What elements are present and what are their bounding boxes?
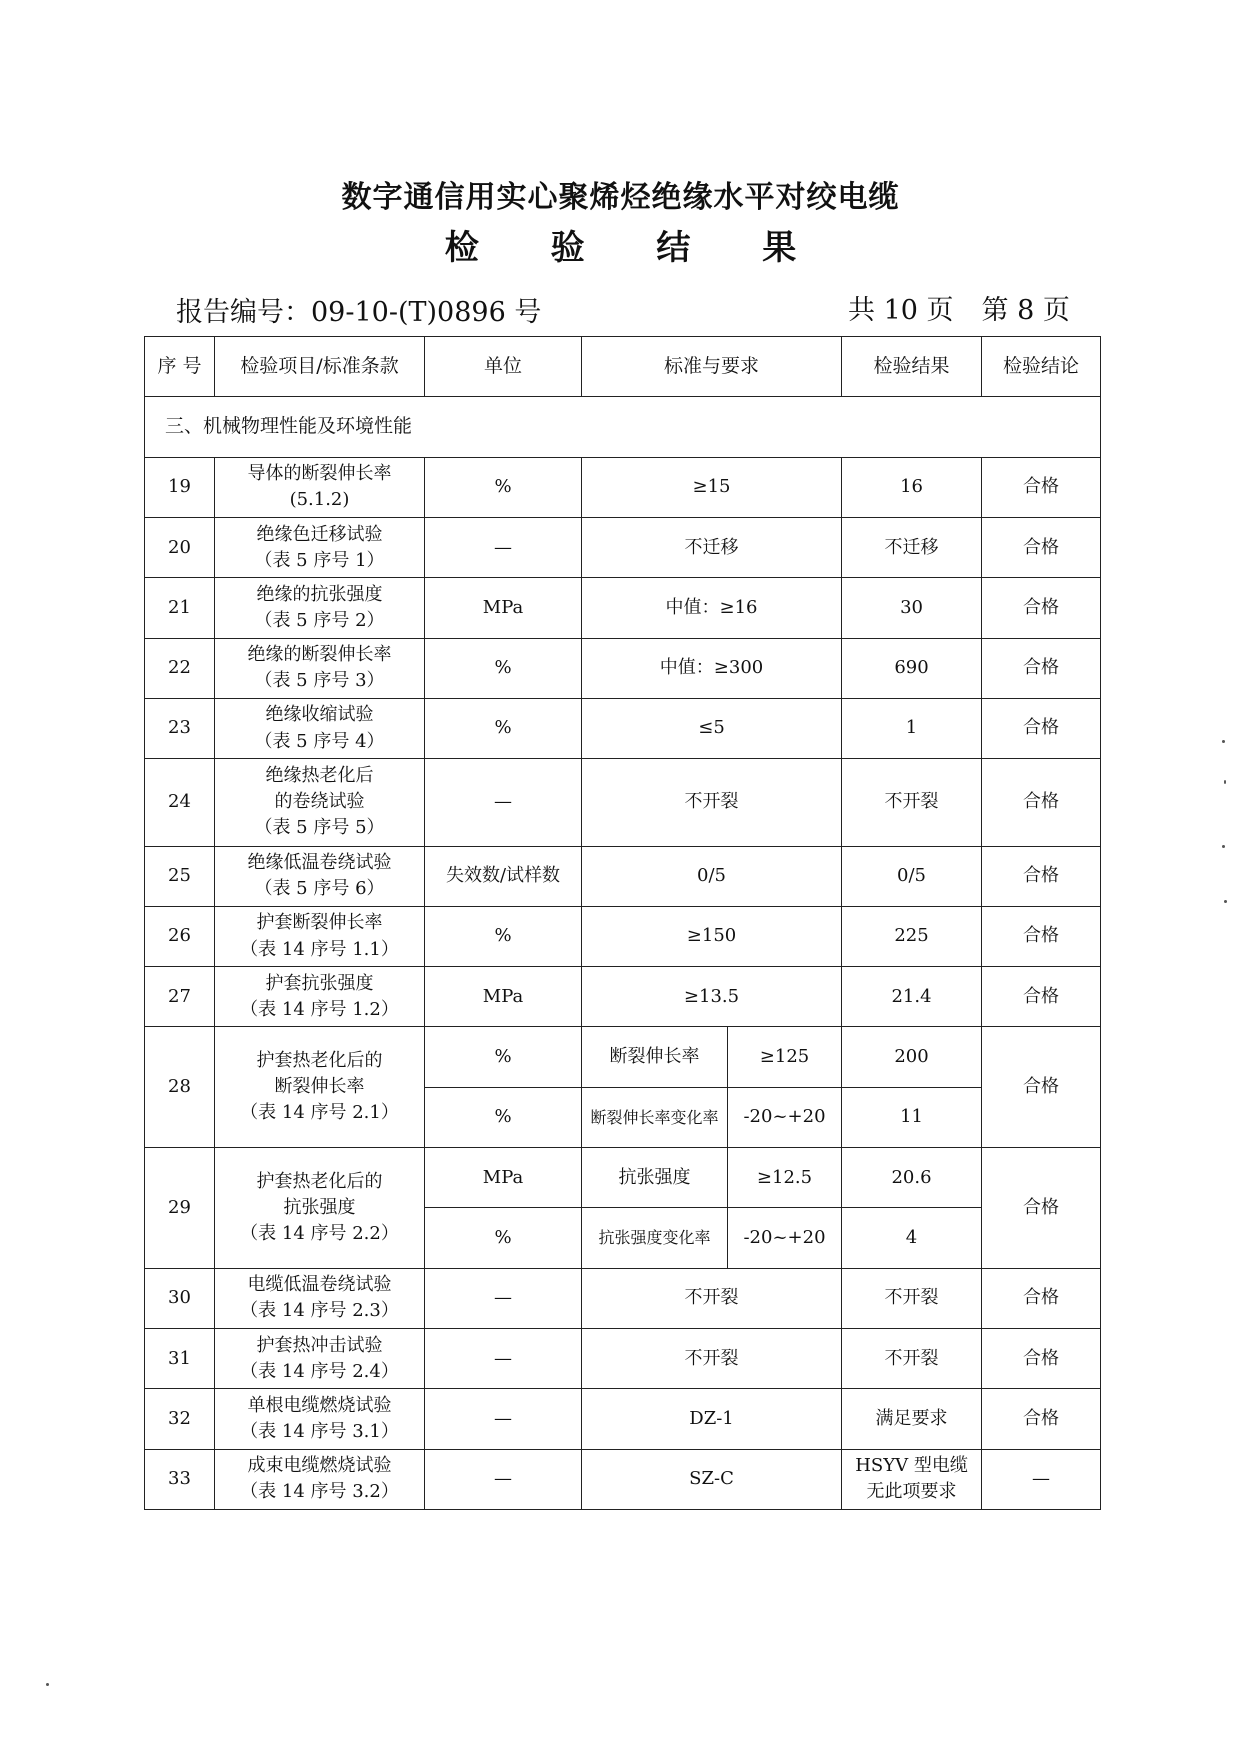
item-name-cell	[215, 1268, 425, 1328]
result-cell: 11	[842, 1087, 982, 1147]
row-number: 21	[145, 578, 215, 638]
standard-cell: 中值：≥16	[582, 578, 842, 638]
header-unit: 单位	[425, 337, 582, 397]
standard-value-cell: -20~+20	[728, 1208, 842, 1268]
conclusion-cell: 合格	[982, 578, 1101, 638]
header-seq: 序 号	[145, 337, 215, 397]
row-number: 33	[145, 1449, 215, 1509]
row-number: 30	[145, 1268, 215, 1328]
item-name-cell	[215, 517, 425, 577]
scan-speck	[1222, 845, 1225, 848]
result-cell	[842, 638, 982, 698]
result-value-line2: 无此项要求	[866, 1481, 957, 1503]
result-cell	[842, 759, 982, 846]
unit-cell: —	[425, 1389, 582, 1449]
conclusion-cell: 合格	[982, 638, 1101, 698]
item-name-line2: 抗张强度	[283, 1196, 356, 1218]
result-value: 21.4	[891, 985, 932, 1007]
result-cell: 200	[842, 1027, 982, 1087]
table-row	[145, 578, 1101, 638]
table-row	[145, 967, 1101, 1027]
item-name-cell	[215, 759, 425, 846]
item-name-cell	[215, 1329, 425, 1389]
item-clause: （表 14 序号 2.1）	[240, 1102, 399, 1124]
result-cell	[842, 578, 982, 638]
header-standard: 标准与要求	[582, 337, 842, 397]
item-name: 单根电缆燃烧试验	[247, 1394, 392, 1416]
standard-cell: 中值：≥300	[582, 638, 842, 698]
item-name: 绝缘热老化后	[265, 765, 374, 787]
unit-cell: —	[425, 1449, 582, 1509]
item-clause: （表 14 序号 1.2）	[240, 998, 399, 1020]
section-title: 三、机械物理性能及环境性能	[145, 397, 1101, 457]
table-row	[145, 638, 1101, 698]
item-name-cell	[215, 846, 425, 906]
item-clause: （表 5 序号 6）	[254, 878, 385, 900]
result-value: 0/5	[897, 865, 926, 887]
table-row	[145, 457, 1101, 517]
row-number: 27	[145, 967, 215, 1027]
conclusion-cell: 合格	[982, 759, 1101, 846]
header-item: 检验项目/标准条款	[215, 337, 425, 397]
result-cell	[842, 698, 982, 758]
page-info	[848, 288, 1098, 327]
table-row	[145, 1329, 1101, 1389]
item-name-cell	[215, 1449, 425, 1509]
standard-cell: ≥15	[582, 457, 842, 517]
table-row	[145, 1027, 1101, 1087]
conclusion-cell: 合格	[982, 1389, 1101, 1449]
standard-cell: ≥150	[582, 906, 842, 966]
unit-cell: —	[425, 1329, 582, 1389]
item-name: 电缆低温卷绕试验	[247, 1274, 392, 1296]
row-number: 23	[145, 698, 215, 758]
item-clause: （表 14 序号 3.1）	[240, 1421, 399, 1442]
unit-cell: MPa	[425, 578, 582, 638]
row-number: 22	[145, 638, 215, 698]
item-name: 绝缘的断裂伸长率	[247, 644, 392, 666]
result-value: 1	[905, 717, 918, 739]
row-number: 29	[145, 1148, 215, 1269]
item-name-cell	[215, 698, 425, 758]
standard-value-cell: -20~+20	[728, 1087, 842, 1147]
item-name-cell	[215, 457, 425, 517]
standard-cell: 不迁移	[582, 517, 842, 577]
inspection-table	[144, 336, 1101, 1510]
table-row	[145, 759, 1101, 846]
header-conclusion: 检验结论	[982, 337, 1101, 397]
item-name: 绝缘色迁移试验	[256, 523, 383, 545]
result-value: 不开裂	[884, 1287, 939, 1309]
report-number: 报告编号：09-10-(T)0896 号	[176, 297, 542, 328]
unit-cell: —	[425, 759, 582, 846]
row-number: 20	[145, 517, 215, 577]
item-clause: （表 5 序号 3）	[254, 670, 385, 692]
current-page: 第 8 页	[981, 295, 1070, 326]
table-row	[145, 1449, 1101, 1509]
item-clause: （表 14 序号 2.4）	[240, 1360, 399, 1382]
item-name-cell	[215, 967, 425, 1027]
unit-cell: %	[425, 906, 582, 966]
item-clause: （表 5 序号 2）	[254, 609, 385, 631]
scan-speck	[1224, 780, 1226, 784]
row-number: 31	[145, 1329, 215, 1389]
result-value: 不迁移	[884, 536, 939, 558]
item-name: 护套热冲击试验	[256, 1334, 383, 1356]
conclusion-cell: 合格	[982, 517, 1101, 577]
unit-cell: %	[425, 698, 582, 758]
item-name-cell	[215, 1027, 425, 1148]
scan-speck	[1222, 740, 1225, 743]
table-row	[145, 1148, 1101, 1208]
standard-cell: DZ-1	[582, 1389, 842, 1449]
item-name: 导体的断裂伸长率	[247, 463, 392, 485]
conclusion-cell: 合格	[982, 906, 1101, 966]
standard-label-cell: 断裂伸长率	[582, 1027, 728, 1087]
result-value: 16	[900, 476, 923, 498]
row-number: 26	[145, 906, 215, 966]
item-name-line2: 断裂伸长率	[274, 1076, 365, 1098]
header-row	[145, 337, 1101, 397]
unit-cell: %	[425, 1208, 582, 1268]
unit-cell: %	[425, 1087, 582, 1147]
item-name: 护套抗张强度	[265, 972, 374, 994]
standard-cell: 0/5	[582, 846, 842, 906]
document-subtitle: 检 验 结 果	[444, 228, 827, 268]
result-value: 不开裂	[884, 1347, 939, 1369]
result-cell: 20.6	[842, 1148, 982, 1208]
result-value: 满足要求	[875, 1407, 948, 1429]
item-name-cell	[215, 1389, 425, 1449]
standard-cell: 不开裂	[582, 1268, 842, 1328]
unit-cell: %	[425, 1027, 582, 1087]
conclusion-cell: 合格	[982, 698, 1101, 758]
standard-cell: 不开裂	[582, 759, 842, 846]
item-name: 护套热老化后的	[256, 1050, 383, 1072]
conclusion-cell: 合格	[982, 1027, 1101, 1148]
row-number: 24	[145, 759, 215, 846]
unit-cell: %	[425, 638, 582, 698]
standard-label-cell: 抗张强度	[582, 1148, 728, 1208]
unit-cell: MPa	[425, 967, 582, 1027]
result-cell	[842, 1449, 982, 1509]
item-name-cell	[215, 578, 425, 638]
table-row	[145, 517, 1101, 577]
item-clause: （表 5 序号 1）	[254, 549, 385, 571]
item-name: 绝缘收缩试验	[265, 704, 374, 726]
result-cell	[842, 517, 982, 577]
item-name: 绝缘低温卷绕试验	[247, 852, 392, 874]
header-result: 检验结果	[842, 337, 982, 397]
conclusion-cell: 合格	[982, 1329, 1101, 1389]
unit-cell: %	[425, 457, 582, 517]
item-name-line2: 的卷绕试验	[274, 791, 365, 813]
result-cell	[842, 967, 982, 1027]
row-number: 25	[145, 846, 215, 906]
row-number: 19	[145, 457, 215, 517]
result-value: 690	[894, 657, 929, 679]
section-row	[145, 397, 1101, 457]
item-name-cell	[215, 1148, 425, 1269]
result-cell	[842, 846, 982, 906]
item-clause: (5.1.2)	[289, 489, 350, 511]
item-clause: （表 5 序号 4）	[254, 730, 385, 752]
result-value: 不开裂	[884, 791, 939, 813]
result-cell	[842, 457, 982, 517]
unit-cell: MPa	[425, 1148, 582, 1208]
item-name-cell	[215, 638, 425, 698]
conclusion-cell: 合格	[982, 967, 1101, 1027]
standard-cell: ≥13.5	[582, 967, 842, 1027]
item-name: 护套断裂伸长率	[256, 912, 383, 934]
scan-speck	[46, 1683, 49, 1686]
standard-cell: ≤5	[582, 698, 842, 758]
table-row	[145, 698, 1101, 758]
unit-cell: —	[425, 517, 582, 577]
document-title: 数字通信用实心聚烯烃绝缘水平对绞电缆	[341, 180, 900, 215]
table-row	[145, 906, 1101, 966]
result-cell	[842, 1329, 982, 1389]
standard-cell: 不开裂	[582, 1329, 842, 1389]
result-cell	[842, 1389, 982, 1449]
item-clause: （表 14 序号 1.1）	[240, 938, 399, 960]
conclusion-cell: 合格	[982, 846, 1101, 906]
scan-speck	[1224, 900, 1227, 903]
conclusion-cell: —	[982, 1449, 1101, 1509]
standard-label-cell: 抗张强度变化率	[582, 1208, 728, 1268]
conclusion-cell: 合格	[982, 1268, 1101, 1328]
result-cell	[842, 1268, 982, 1328]
row-number: 32	[145, 1389, 215, 1449]
standard-value-cell: ≥125	[728, 1027, 842, 1087]
unit-cell: 失效数/试样数	[425, 846, 582, 906]
result-cell: 4	[842, 1208, 982, 1268]
standard-cell: SZ-C	[582, 1449, 842, 1509]
item-clause: （表 14 序号 3.2）	[240, 1481, 399, 1503]
total-pages: 共 10 页	[848, 295, 954, 326]
result-value: 225	[894, 925, 929, 947]
item-name-cell	[215, 906, 425, 966]
result-value: HSYV 型电缆	[855, 1455, 968, 1477]
item-name: 成束电缆燃烧试验	[247, 1455, 392, 1477]
table-row	[145, 846, 1101, 906]
row-number: 28	[145, 1027, 215, 1148]
item-clause: （表 14 序号 2.2）	[240, 1222, 399, 1244]
item-clause: （表 5 序号 5）	[254, 817, 385, 839]
item-name: 护套热老化后的	[256, 1170, 383, 1192]
conclusion-cell: 合格	[982, 457, 1101, 517]
standard-value-cell: ≥12.5	[728, 1148, 842, 1208]
item-clause: （表 14 序号 2.3）	[240, 1300, 399, 1322]
conclusion-cell: 合格	[982, 1148, 1101, 1269]
result-value: 30	[900, 596, 923, 618]
table-row	[145, 1389, 1101, 1449]
result-cell	[842, 906, 982, 966]
standard-label-cell: 断裂伸长率变化率	[582, 1087, 728, 1147]
table-row	[145, 1268, 1101, 1328]
unit-cell: —	[425, 1268, 582, 1328]
item-name: 绝缘的抗张强度	[256, 583, 383, 605]
